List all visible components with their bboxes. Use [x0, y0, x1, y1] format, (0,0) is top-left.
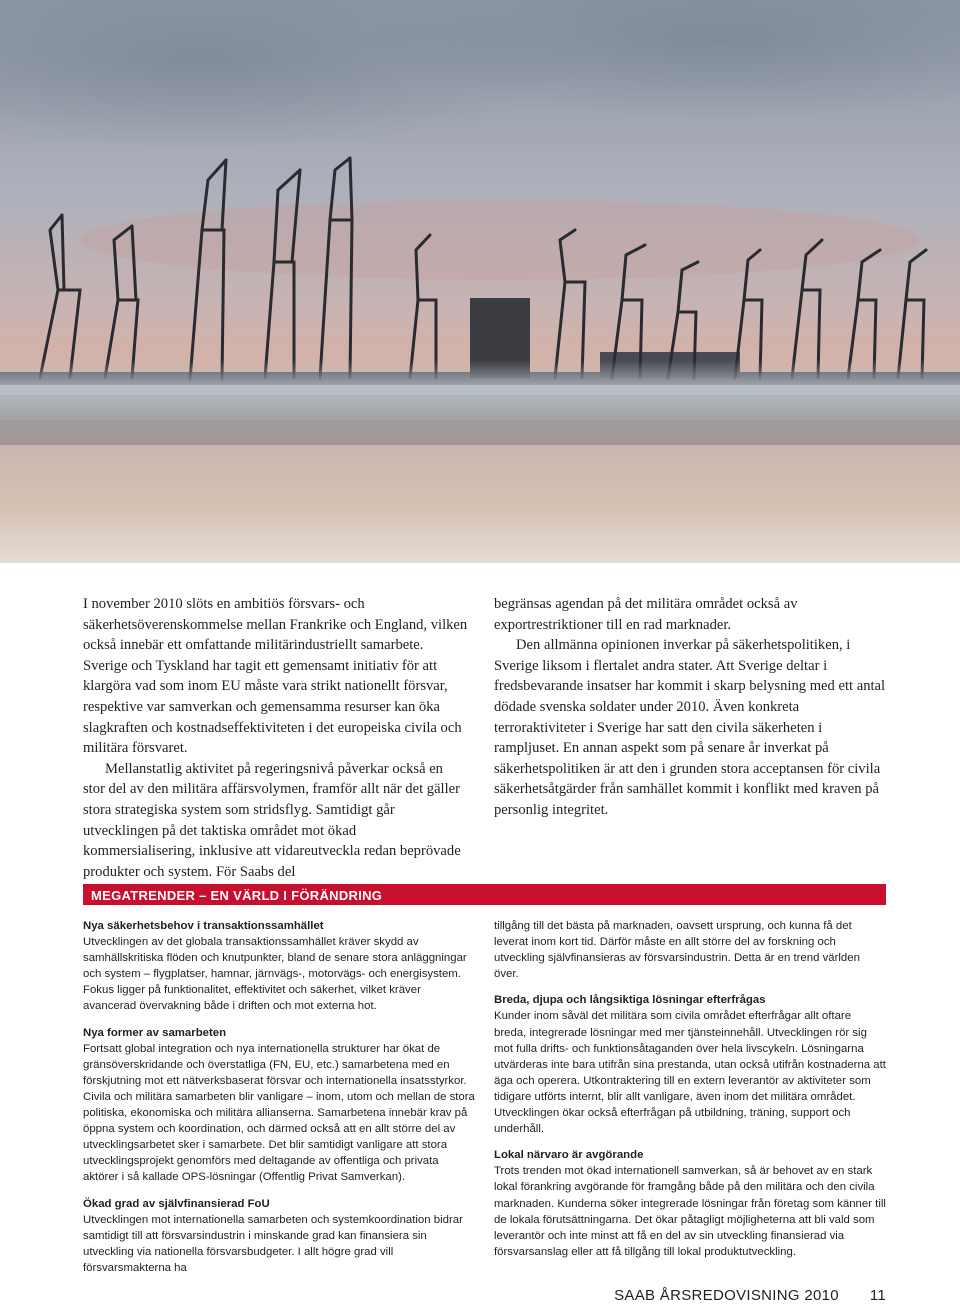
- megatrends-column-right: [494, 918, 886, 1270]
- page-number: 11: [869, 1287, 886, 1304]
- megatrends-box-title: MEGATRENDER – EN VÄRLD I FÖRÄNDRING: [91, 888, 383, 903]
- section-text: tillgång till det bästa på marknaden, oavsett ursprung, och kunna få det leverat inom kort tid. Därför måste en allt större del av forskning och utveckling självfinansieras av försvarsindustrin. Detta är en trend världen över.: [494, 920, 860, 981]
- section-text: Fortsatt global integration och nya internationella strukturer har ökat de gränsöverskridande och överstatliga (FN, EU, etc.) samarbetena med en förskjutning mot ett nätverksbaserat försvar och internationella insatsstyrkor. Civila och militära samarbeten blir vanligare – inom, utom och mellan de stora politiska, ekonomiska och militära allianserna. Samarbetena innebär krav på öppna system och koordination, och därmed också att en allt större del av utvecklingsarbetet sker i samarbete. Det blir samtidigt vanligare att stora utvecklingsprojekt genomförs med deltagande av offentliga och privata aktörer i så kallade OPS-lösningar (Offentlig Privat Samverkan).: [83, 1042, 475, 1184]
- section-heading: Nya säkerhetsbehov i transaktionssamhället: [83, 920, 324, 932]
- section-text: Trots trenden mot ökad internationell samverkan, så är behovet av en stark lokal förankring avgörande för framgång både på den militära och den civila marknaden. Kunderna söker integrerade lösningar från företag som känner till de lokala förutsättningarna. Det ökar påtagligt möjligheterna att bli vald som leverantör och inte minst att få en del av sin utveckling finansierad via försvarsanslag eller att få tillgång till lokal produktutveckling.: [494, 1165, 886, 1258]
- section-text: Utvecklingen av det globala transaktionssamhället kräver skydd av samhällskritiska flöden och knutpunkter, bland de senare stora anläggningar och system – flygplatser, hamnar, järnvägs-, motorvägs- och energisystem. Fokus ligger på funktionalitet, effektivitet och säkerhet, vilket kräver avancerad övervakning både i driften och mot externa hot.: [83, 936, 467, 1013]
- section-heading: Lokal närvaro är avgörande: [494, 1149, 644, 1162]
- body-paragraph: Mellanstatlig aktivitet på regeringsnivå påverkar också en stor del av den militära affärsvolymen, framför allt när det gäller stora strategiska system som stridsflyg. Samtidigt går utvecklingen på det taktiska området mot ökad kommersialisering, inklusive att vidareutveckla redan beprövade produkter och system. För Saabs del: [83, 760, 461, 880]
- section-heading: Ökad grad av självfinansierad FoU: [83, 1197, 270, 1210]
- megatrends-column-left: [83, 918, 476, 1286]
- section-heading: Nya former av samarbeten: [83, 1026, 227, 1039]
- harbor-cranes-photo: [0, 0, 960, 563]
- body-paragraph: Den allmänna opinionen inverkar på säkerhetspolitiken, i Sverige liksom i flertalet andra stater. Att Sverige deltar i fredsbevarande insatser har kommit i skarp belysning med ett antal dödade svenska soldater under 2010. Även konkreta terroraktiviteter i Sverige har satt den civila säkerheten i rampljuset. En annan aspekt som på senare år inverkat på säkerhetspolitiken är att den i grunden stora acceptansen för civila säkerhetsåtgärder från samhället kommit i konflikt med kraven på personlig integritet.: [494, 637, 886, 818]
- body-column-left: [83, 594, 468, 882]
- report-title: SAAB ÅRSREDOVISNING 2010: [614, 1287, 839, 1304]
- body-column-right: [494, 594, 886, 821]
- body-paragraph: I november 2010 slöts en ambitiös försvars- och säkerhetsöverenskommelse mellan Frankrike och England, vilken också innebär ett omfattande militärindustriellt samarbete. Sverige och Tyskland har tagit ett gemensamt initiativ för att klargöra vad som inom EU måste vara strikt nationellt försvar, respektive var samverkan och gemensamma resurser kan öka slagkraften och kostnadseffektiviteten i det europeiska civila och militära försvaret.: [83, 596, 468, 757]
- page-footer: [600, 1287, 886, 1304]
- section-text: Utvecklingen mot internationella samarbeten och systemkoordination bidrar samtidigt till att försvarsindustrin i minskande grad kan finansiera sin utveckling via nationella försvarsbudgeter. I allt högre grad vill försvarsmakterna ha: [83, 1213, 463, 1274]
- section-heading: Breda, djupa och långsiktiga lösningar efterfrågas: [494, 994, 766, 1007]
- section-text: Kunder inom såväl det militära som civila området efterfrågar allt oftare breda, integrerade lösningar med mer tjänsteinnehåll. Utvecklingen rör sig mot fulla drifts- och funktionsåtaganden över hela livscykeln. Lösningarna utvärderas inte bara utifrån sina prestanda, utan också utifrån kostnaderna att äga och operera. Utkontraktering till en extern leverantör av aktiviteter som tidigare utförts internt, blir allt vanligare, även inom det militära området. Utvecklingen ökar också efterfrågan på utbildning, träning, support och underhåll.: [494, 1010, 886, 1136]
- megatrends-box-header: [83, 884, 886, 905]
- body-paragraph: begränsas agendan på det militära området också av exportrestriktioner till en rad marknader.: [494, 596, 798, 633]
